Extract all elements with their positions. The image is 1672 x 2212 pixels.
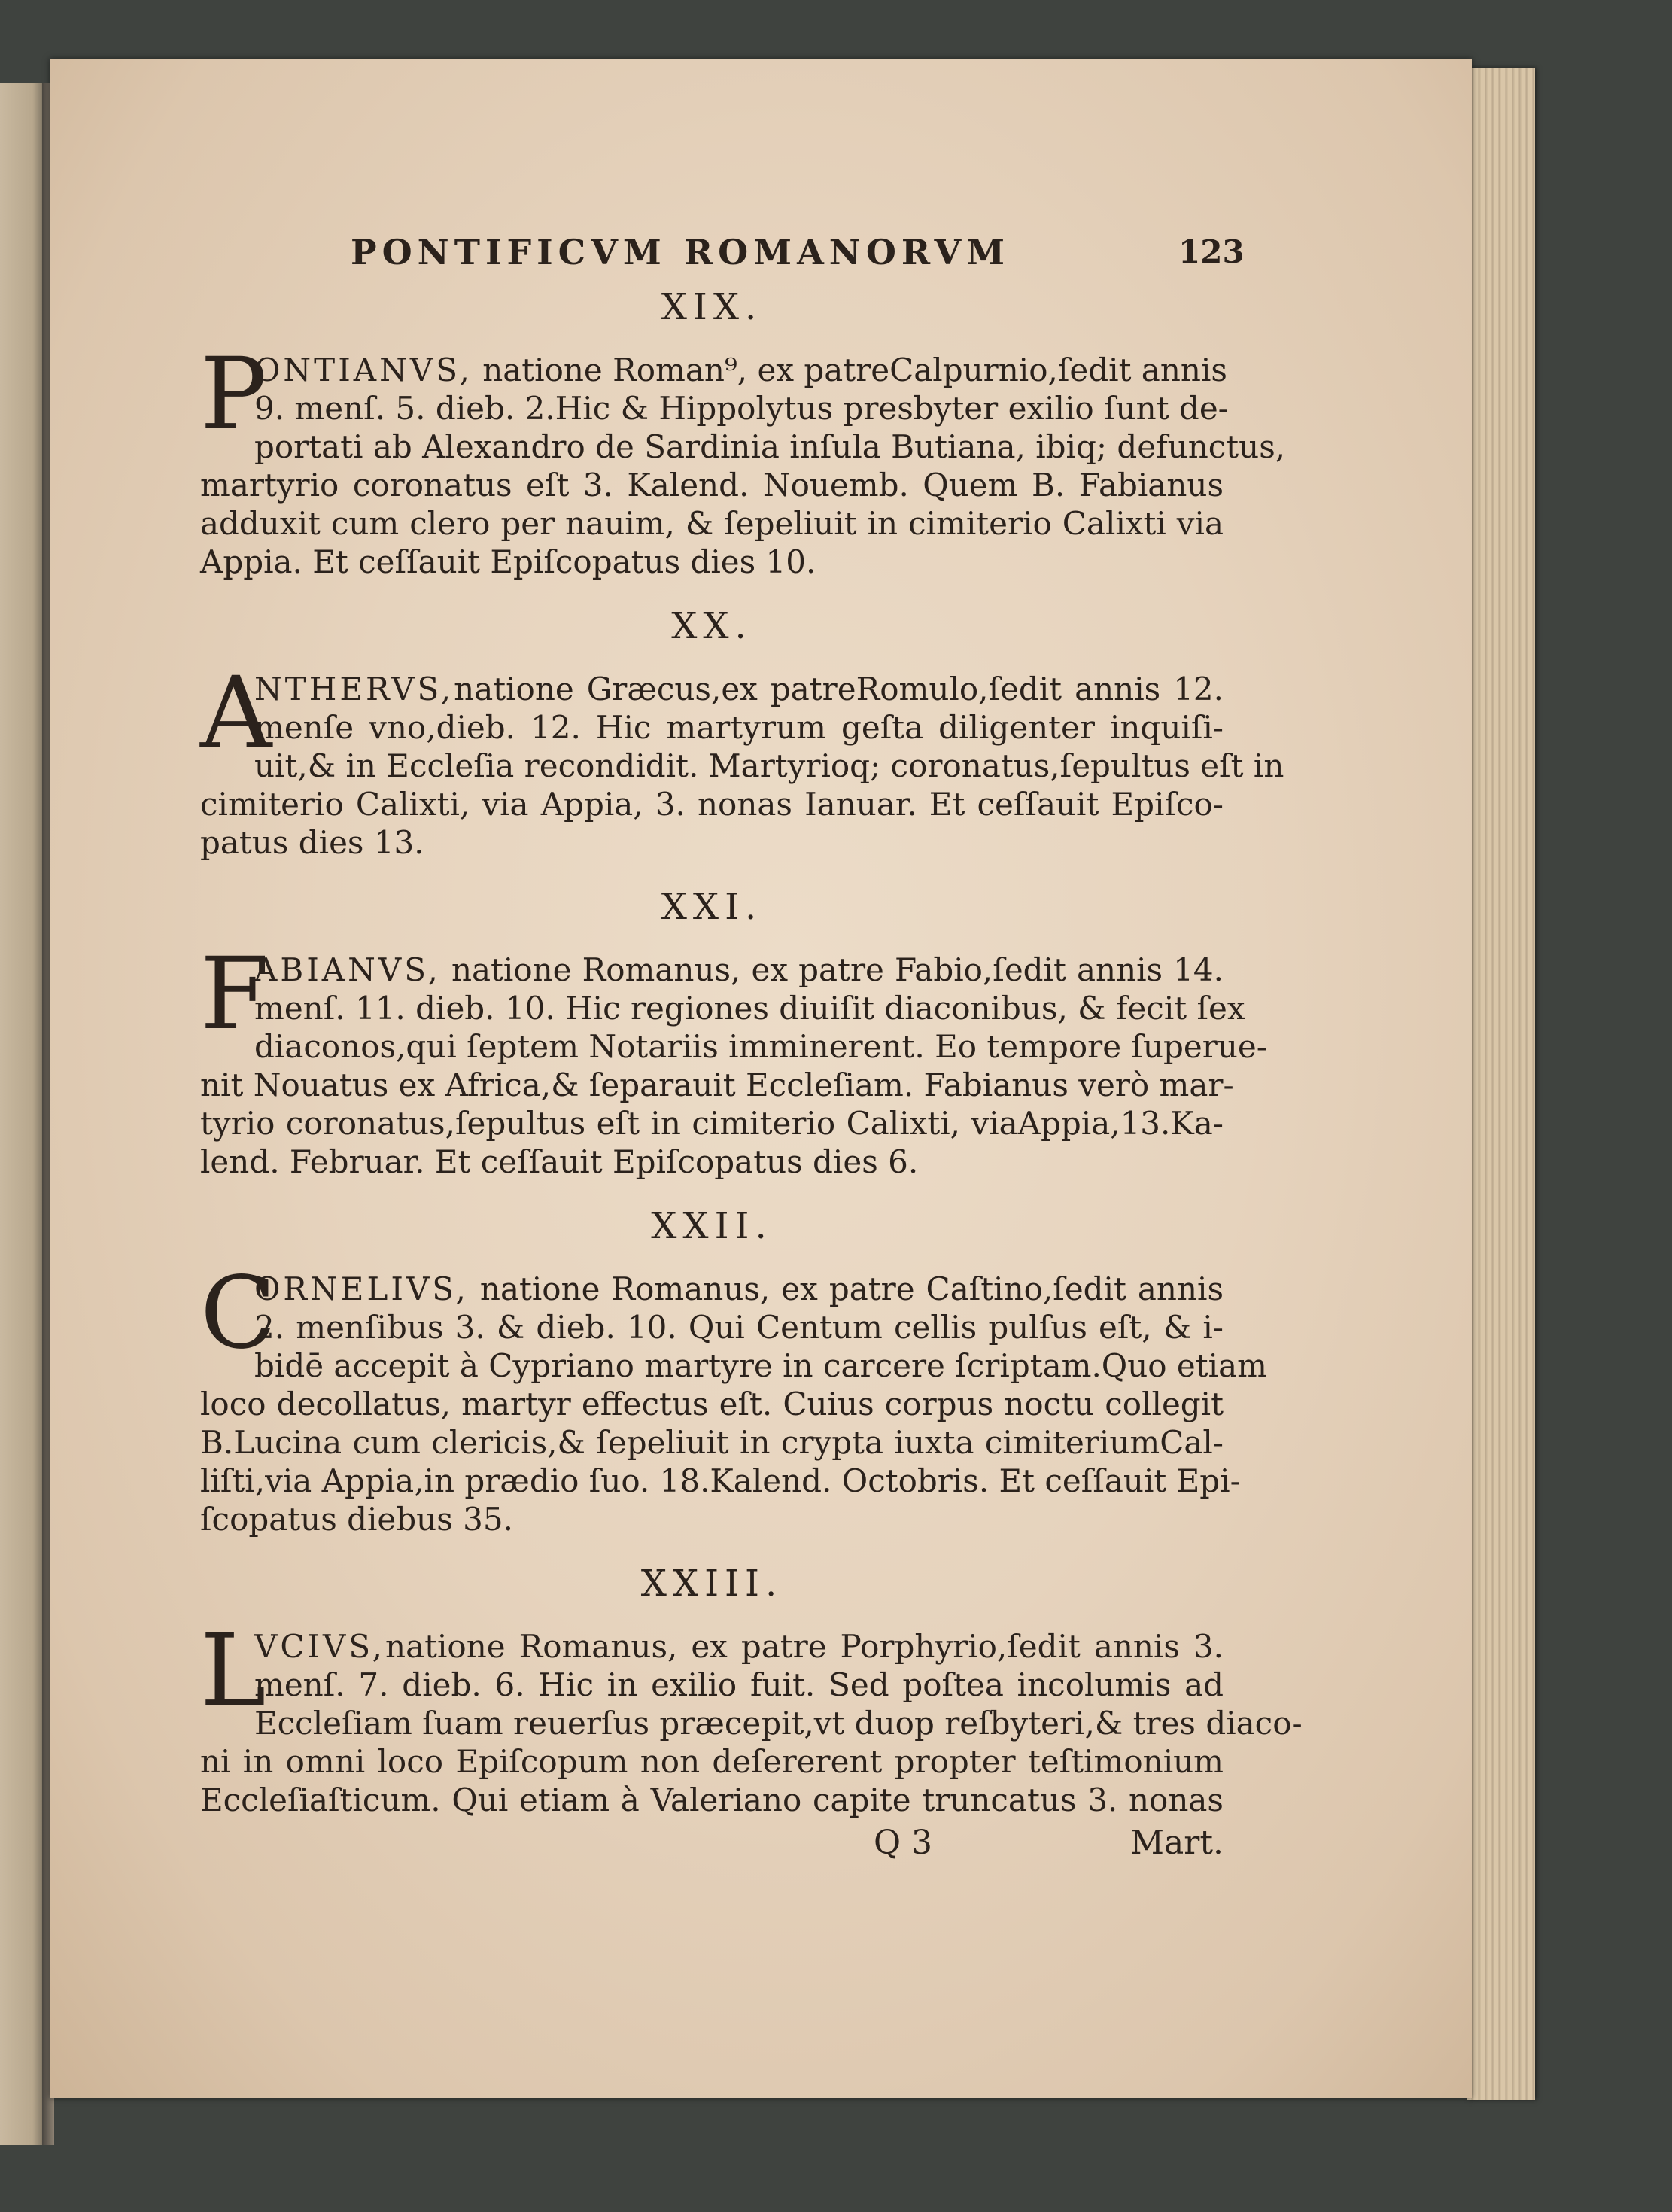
section-numeral: XXI. bbox=[661, 886, 763, 928]
entry-line: B.Lucina cum clericis,& ſepeliuit in crypta iuxta cimiteriumCal- bbox=[200, 1424, 1224, 1461]
section-numeral: XXIII. bbox=[640, 1562, 783, 1605]
entry-lead-word: ONTIANVS, bbox=[254, 351, 473, 388]
entry-line: lend. Februar. Et ceſſauit Epiſcopatus dies 6. bbox=[200, 1143, 919, 1180]
entry-line: loco decollatus, martyr effectus eſt. Cuius corpus noctu collegit bbox=[200, 1386, 1224, 1422]
text-block bbox=[200, 232, 1303, 1869]
drop-cap: F bbox=[200, 936, 269, 1052]
entry-line: tyrio coronatus,ſepultus eſt in cimiterio Calixti, viaAppia,13.Ka- bbox=[200, 1105, 1224, 1142]
drop-cap: C bbox=[200, 1255, 276, 1371]
running-title: PONTIFICVM ROMANORVM bbox=[351, 232, 1011, 272]
papal-entry bbox=[200, 656, 1284, 862]
facing-page-edge bbox=[0, 83, 47, 2145]
entry-line-text: natione Romanus, ex patre Porphyrio,ſedit annis 3. bbox=[385, 1628, 1224, 1665]
entry-line: menſe vno,dieb. 12. Hic martyrum geſta diligenter inquiſi- bbox=[254, 709, 1224, 746]
entry-line bbox=[200, 1627, 1224, 1666]
entry-line: cimiterio Calixti, via Appia, 3. nonas Ianuar. Et ceſſauit Epiſco- bbox=[200, 786, 1224, 823]
entry-line bbox=[200, 351, 1227, 389]
papal-entry bbox=[200, 1255, 1267, 1538]
entry-line: liſti,via Appia,in prædio ſuo. 18.Kalend. Octobris. Et ceſſauit Epi- bbox=[200, 1462, 1241, 1499]
entry-line-text: natione Romanus, ex patre Caſtino,ſedit annis bbox=[479, 1270, 1224, 1307]
entry-line: martyrio coronatus eſt 3. Kalend. Nouemb. Quem B. Fabianus bbox=[200, 467, 1224, 504]
entry-lead-word: ABIANVS, bbox=[254, 951, 441, 988]
book-page bbox=[50, 59, 1472, 2098]
papal-entry bbox=[200, 1613, 1303, 1819]
entry-line: Appia. Et ceſſauit Epiſcopatus dies 10. bbox=[200, 543, 816, 580]
entry-line: menſ. 11. dieb. 10. Hic regiones diuiſit diaconibus, & fecit ſex bbox=[254, 990, 1245, 1027]
entry-line: bidē accepit à Cypriano martyre in carcere ſcriptam.Quo etiam bbox=[254, 1347, 1267, 1384]
entry-line: ni in omni loco Epiſcopum non deſererent propter teſtimonium bbox=[200, 1743, 1224, 1780]
section-numeral: XXII. bbox=[651, 1205, 773, 1247]
entry-line: 2. menſibus 3. & dieb. 10. Qui Centum cellis pulſus eſt, & i- bbox=[254, 1309, 1224, 1346]
entry-line: menſ. 7. dieb. 6. Hic in exilio fuit. Sed poſtea incolumis ad bbox=[254, 1666, 1224, 1703]
running-head bbox=[200, 232, 1245, 284]
entry-line: Eccleſiam ſuam reuerſus præcepit,vt duop reſbyteri,& tres diaco- bbox=[254, 1705, 1303, 1742]
entry-line: diaconos,qui ſeptem Notariis imminerent. Eo tempore ſuperue- bbox=[254, 1028, 1267, 1065]
papal-entry bbox=[200, 936, 1267, 1181]
entry-line bbox=[200, 951, 1224, 989]
entry-line: adduxit cum clero per nauim, & ſepeliuit in cimiterio Calixti via bbox=[200, 505, 1224, 542]
page-footer bbox=[200, 1824, 1224, 1869]
drop-cap: P bbox=[200, 336, 267, 452]
entry-line bbox=[200, 670, 1224, 708]
entry-lead-word: ORNELIVS, bbox=[254, 1270, 469, 1307]
signature-mark: Q 3 bbox=[874, 1824, 933, 1862]
drop-cap: L bbox=[200, 1613, 266, 1729]
entry-line: patus dies 13. bbox=[200, 824, 424, 861]
entry-line: portati ab Alexandro de Sardinia inſula Butiana, ibiq; defunctus, bbox=[254, 428, 1286, 465]
section-numeral: XX. bbox=[671, 605, 752, 647]
entry-line: Eccleſiaſticum. Qui etiam à Valeriano capite truncatus 3. nonas bbox=[200, 1781, 1224, 1818]
entry-line bbox=[200, 1270, 1224, 1308]
entry-lead-word: VCIVS, bbox=[254, 1628, 386, 1665]
entry-line: nit Nouatus ex Africa,& ſeparauit Eccleſiam. Fabianus verò mar- bbox=[200, 1066, 1234, 1103]
page-fore-edge bbox=[1467, 68, 1535, 2100]
entry-line: ſcopatus diebus 35. bbox=[200, 1501, 513, 1538]
entry-line-text: natione Roman⁹, ex patreCalpurnio,ſedit annis bbox=[482, 351, 1227, 388]
entry-line: uit,& in Eccleſia recondidit. Martyrioq; coronatus,ſepultus eſt in bbox=[254, 747, 1284, 784]
papal-entry bbox=[200, 336, 1286, 581]
entry-line-text: natione Romanus, ex patre Fabio,ſedit annis 14. bbox=[451, 951, 1224, 988]
page-number: 123 bbox=[1178, 233, 1245, 270]
drop-cap: A bbox=[200, 656, 272, 771]
entry-line-text: natione Græcus,ex patreRomulo,ſedit annis 12. bbox=[454, 671, 1224, 707]
catchword: Mart. bbox=[1130, 1824, 1224, 1862]
entry-line: 9. menſ. 5. dieb. 2.Hic & Hippolytus presbyter exilio ſunt de- bbox=[254, 390, 1229, 427]
section-numeral: XIX. bbox=[661, 286, 763, 328]
entry-lead-word: NTHERVS, bbox=[254, 671, 454, 707]
